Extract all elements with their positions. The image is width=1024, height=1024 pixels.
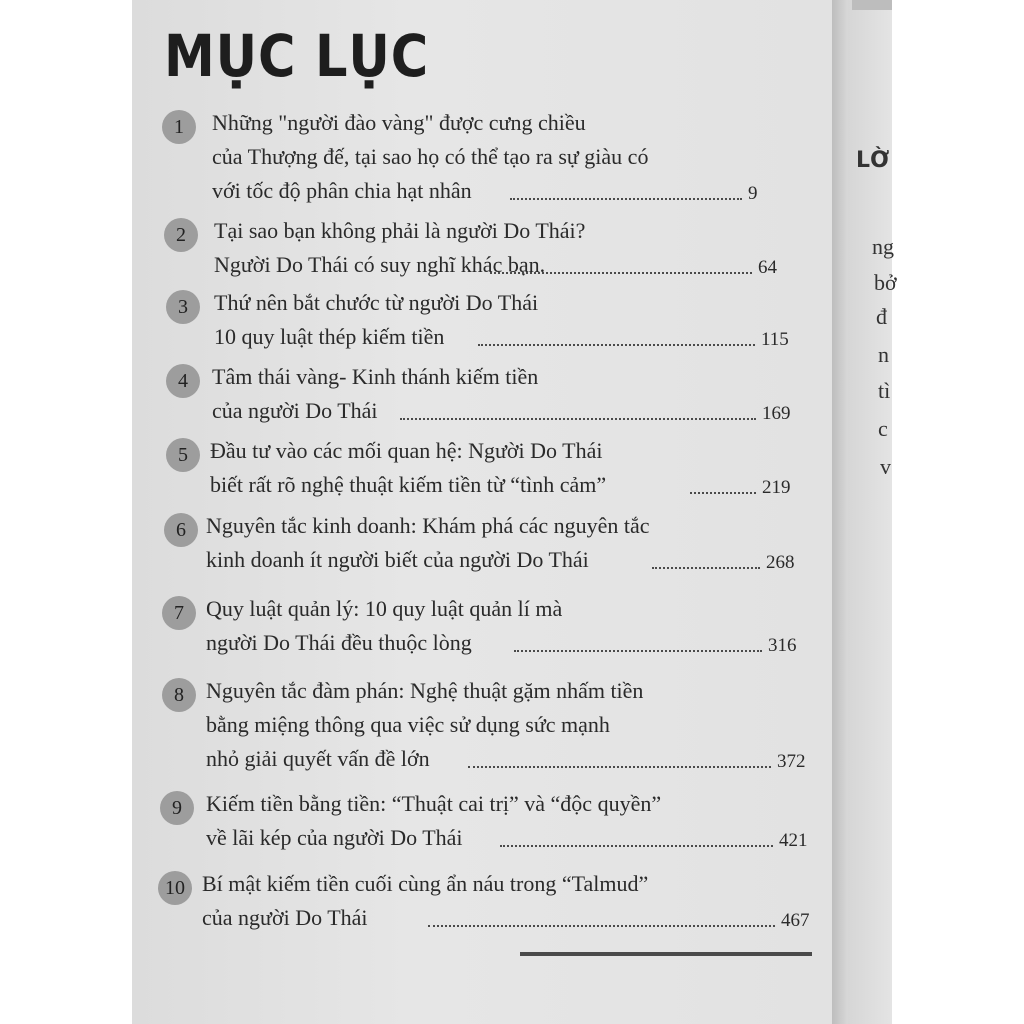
entry-title-line: Thứ nên bắt chước từ người Do Thái xyxy=(214,290,539,315)
entry-page-number: 421 xyxy=(779,830,808,851)
right-page-heading: LỜ xyxy=(856,148,890,173)
entry-title-line: bằng miệng thông qua việc sử dụng sức mạnh xyxy=(206,712,610,737)
entry-number-badge: 3 xyxy=(166,290,200,324)
entry-page-number: 467 xyxy=(781,910,810,931)
entry-title-line: 10 quy luật thép kiếm tiền xyxy=(214,324,445,349)
entry-number-badge: 4 xyxy=(166,364,200,398)
dot-leader xyxy=(490,270,752,274)
dot-leader xyxy=(400,416,756,420)
entry-page-number: 169 xyxy=(762,403,791,424)
entry-title-line: biết rất rõ nghệ thuật kiếm tiền từ “tình cảm” xyxy=(210,472,607,497)
entry-title-line: với tốc độ phân chia hạt nhân xyxy=(212,178,472,203)
entry-title-line: của người Do Thái xyxy=(212,398,378,423)
entry-title-line: Người Do Thái có suy nghĩ khác bạn. xyxy=(214,252,546,277)
dot-leader xyxy=(500,843,773,847)
dot-leader xyxy=(652,565,760,569)
page-gutter xyxy=(832,0,848,1024)
dot-leader xyxy=(478,342,755,346)
dot-leader xyxy=(428,923,775,927)
toc-title: MỤC LỤC xyxy=(164,22,430,90)
entry-title-line: của Thượng đế, tại sao họ có thể tạo ra sự giàu có xyxy=(212,144,649,169)
right-page-text-fragment: tì xyxy=(878,378,891,403)
entry-page-number: 219 xyxy=(762,477,791,498)
entry-number-badge: 5 xyxy=(166,438,200,472)
entry-title-line: Nguyên tắc kinh doanh: Khám phá các nguyên tắc xyxy=(206,513,650,538)
entry-number-badge: 10 xyxy=(158,871,192,905)
dot-leader xyxy=(510,196,742,200)
entry-number-badge: 8 xyxy=(162,678,196,712)
entry-title-line: Tại sao bạn không phải là người Do Thái? xyxy=(214,218,586,243)
entry-title-line: Nguyên tắc đàm phán: Nghệ thuật gặm nhấm tiền xyxy=(206,678,644,703)
right-page-text-fragment: n xyxy=(878,342,889,367)
right-page-text-fragment: v xyxy=(880,454,891,479)
entry-page-number: 64 xyxy=(758,257,777,278)
entry-number-badge: 2 xyxy=(164,218,198,252)
entry-number-badge: 7 xyxy=(162,596,196,630)
entry-title-line: Những "người đào vàng" được cưng chiều xyxy=(212,110,586,135)
entry-page-number: 268 xyxy=(766,552,795,573)
entry-number-badge: 1 xyxy=(162,110,196,144)
entry-page-number: 316 xyxy=(768,635,797,656)
dot-leader xyxy=(690,490,756,494)
entry-page-number: 115 xyxy=(761,329,789,350)
bottom-rule xyxy=(520,952,812,956)
right-page-text-fragment: đ xyxy=(876,304,887,329)
dot-leader xyxy=(468,764,771,768)
entry-page-number: 372 xyxy=(777,751,806,772)
entry-title-line: kinh doanh ít người biết của người Do Thái xyxy=(206,547,589,572)
dot-leader xyxy=(514,648,762,652)
entry-number-badge: 6 xyxy=(164,513,198,547)
entry-page-number: 9 xyxy=(748,183,758,204)
entry-title-line: nhỏ giải quyết vấn đề lớn xyxy=(206,746,430,771)
right-page-text-fragment: ng xyxy=(872,234,894,259)
entry-title-line: Đầu tư vào các mối quan hệ: Người Do Thái xyxy=(210,438,603,463)
right-page-text-fragment: bở xyxy=(874,270,897,295)
entry-title-line: Bí mật kiếm tiền cuối cùng ẩn náu trong “Talmud” xyxy=(202,871,649,896)
right-page-text-fragment: c xyxy=(878,416,888,441)
entry-title-line: Tâm thái vàng- Kinh thánh kiếm tiền xyxy=(212,364,539,389)
entry-title-line: Quy luật quản lý: 10 quy luật quản lí mà xyxy=(206,596,563,621)
entry-title-line: người Do Thái đều thuộc lòng xyxy=(206,630,472,655)
entry-number-badge: 9 xyxy=(160,791,194,825)
next-page-edge xyxy=(852,0,892,10)
entry-title-line: Kiếm tiền bằng tiền: “Thuật cai trị” và “độc quyền” xyxy=(206,791,662,816)
entry-title-line: về lãi kép của người Do Thái xyxy=(206,825,463,850)
entry-title-line: của người Do Thái xyxy=(202,905,368,930)
